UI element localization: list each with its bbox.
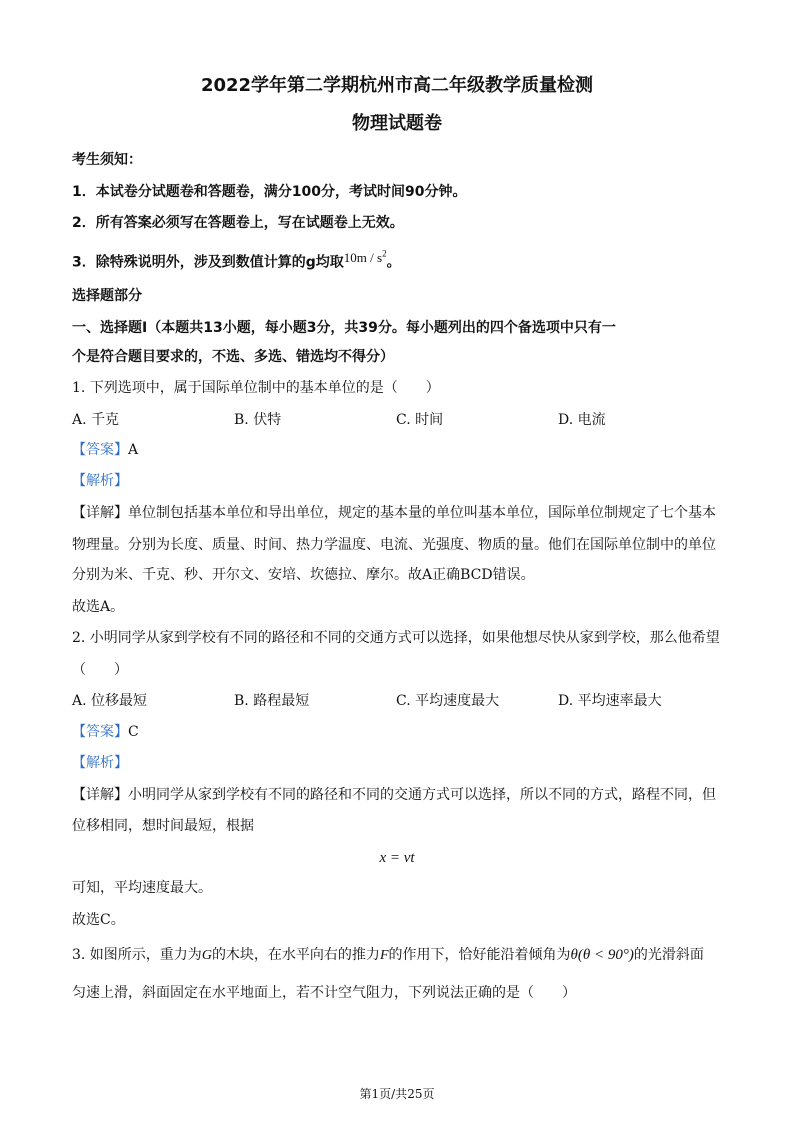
notice-heading: 考生须知： — [72, 152, 142, 168]
q2-after-formula: 可知，平均速度最大。 — [72, 880, 212, 896]
q3-var-f: F — [379, 948, 389, 963]
q3-stem-line2: 匀速上滑，斜面固定在水平地面上，若不计空气阻力，下列说法正确的是（ ） — [72, 985, 576, 1001]
q2-option-b: B. 路程最短 — [234, 693, 310, 709]
q2-detail-line1 — [72, 785, 716, 805]
q2-formula: x = vt — [379, 850, 415, 866]
gravity-unit — [344, 250, 387, 265]
q1-answer — [72, 440, 138, 460]
q2-answer-value: C — [128, 724, 139, 740]
q2-detail-text1: 小明同学从家到学校有不同的路径和不同的交通方式可以选择，所以不同的方式，路程不同，但 — [128, 787, 716, 803]
page-number: 第1页/共25页 — [359, 1087, 435, 1101]
exam-subtitle: 物理试题卷 — [352, 113, 442, 134]
notice-item-1: 1．本试卷分试题卷和答题卷，满分100分，考试时间90分钟。 — [72, 184, 467, 200]
q3-angle: θ(θ < 90°) — [570, 947, 634, 963]
q1-option-b: B. 伏特 — [234, 412, 282, 428]
q1-detail-line3: 分别为米、千克、秒、开尔文、安培、坎德拉、摩尔。故A正确BCD错误。 — [72, 567, 535, 583]
q2-option-d: D. 平均速率最大 — [558, 693, 662, 709]
section-heading-line2: 个是符合题目要求的，不选、多选、错选均不得分） — [72, 349, 394, 365]
q3-text-c: 的作用下，恰好能沿着倾角为 — [388, 947, 571, 963]
q2-option-a: A. 位移最短 — [72, 693, 148, 709]
q1-detail-line1 — [72, 503, 716, 523]
q2-conclusion: 故选C。 — [72, 912, 125, 928]
q2-analysis-tag: 【解析】 — [72, 755, 128, 771]
q1-option-c: C. 时间 — [396, 412, 444, 428]
q1-answer-tag: 【答案】 — [72, 442, 128, 458]
q3-text-b: 的木块，在水平向右的推力 — [211, 947, 380, 963]
q3-text-d: 的光滑斜面 — [633, 947, 704, 963]
q2-answer-tag: 【答案】 — [72, 724, 128, 740]
q2-answer — [72, 722, 139, 742]
q1-analysis-tag: 【解析】 — [72, 473, 128, 489]
notice-item-3-text: 3．除特殊说明外，涉及到数值计算的g均取 — [72, 254, 344, 271]
q1-detail-tag: 【详解】 — [72, 505, 128, 521]
q3-stem-line1 — [72, 945, 704, 966]
exam-title: 2022学年第二学期杭州市高二年级教学质量检测 — [200, 75, 594, 96]
gravity-unit-exp: 2 — [382, 249, 387, 259]
q2-stem-line2: （ ） — [72, 662, 128, 678]
q2-option-c: C. 平均速度最大 — [396, 693, 500, 709]
q1-conclusion: 故选A。 — [72, 599, 125, 615]
q3-var-g: G — [201, 948, 212, 963]
gravity-unit-text: 10m / s — [343, 250, 383, 266]
q1-option-a: A. 千克 — [72, 412, 120, 428]
q1-stem: 1. 下列选项中，属于国际单位制中的基本单位的是（ ） — [72, 380, 440, 396]
q2-stem-line1: 2. 小明同学从家到学校有不同的路径和不同的交通方式可以选择，如果他想尽快从家到学校，那么他希望 — [72, 630, 720, 646]
q2-detail-tag: 【详解】 — [72, 787, 128, 803]
q1-detail-line2: 物理量。分别为长度、质量、时间、热力学温度、电流、光强度、物质的量。他们在国际单位制中的单位 — [72, 537, 716, 553]
section-part: 选择题部分 — [72, 288, 142, 304]
q1-detail-text1: 单位制包括基本单位和导出单位，规定的基本量的单位叫基本单位，国际单位制规定了七个基本 — [128, 505, 716, 521]
notice-item-3-end: 。 — [386, 254, 401, 271]
notice-item-3 — [72, 248, 401, 272]
notice-item-2: 2．所有答案必须写在答题卷上，写在试题卷上无效。 — [72, 215, 404, 231]
q2-detail-line2: 位移相同，想时间最短，根据 — [72, 818, 254, 834]
section-heading-line1: 一、选择题Ⅰ（本题共13小题，每小题3分，共39分。每小题列出的四个备选项中只有一 — [72, 320, 616, 336]
q1-option-d: D. 电流 — [558, 412, 606, 428]
q3-text-a: 3. 如图所示，重力为 — [72, 947, 202, 963]
q1-answer-value: A — [128, 442, 139, 458]
